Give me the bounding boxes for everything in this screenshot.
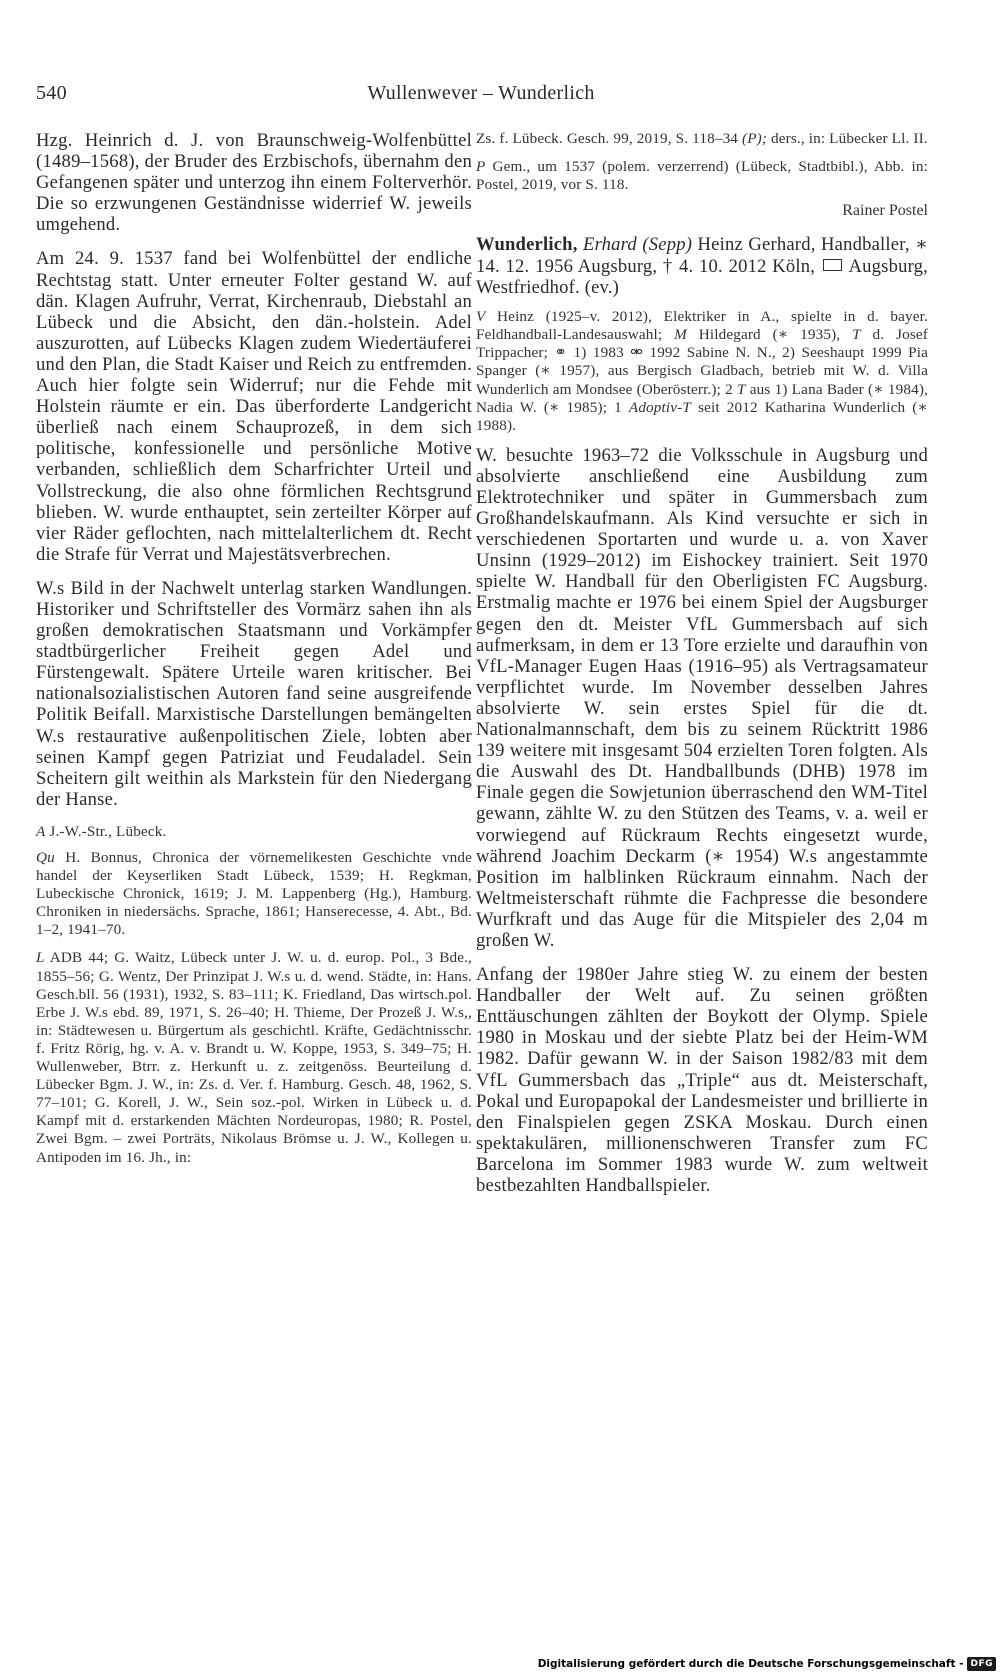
- father-label: V: [476, 308, 486, 326]
- mother-text: Hildegard (∗ 1935),: [686, 326, 853, 344]
- adoptive-text: seit 2012 Katharina Wunderlich (∗ 1988).: [476, 398, 928, 434]
- literature-cont-text: Zs. f. Lübeck. Gesch. 99, 2019, S. 118–34: [476, 130, 742, 147]
- entry-heading: [476, 234, 928, 298]
- running-title: Wullenwever – Wunderlich: [367, 82, 595, 104]
- right-column: [476, 130, 928, 1209]
- grave-icon: [823, 259, 842, 271]
- literature-section: [36, 949, 472, 1166]
- biography-paragraph-1: W. besuchte 1963–72 die Volksschule in Augsburg und absolvierte anschließend eine Ausbildung zum Elektrotechniker und später in Gummersbach zum Großhandelskaufmann. Als Kind versuchte er sich in verschiedenen Sportarten und wurde u. a. von Xaver Unsinn (1929–2012) im Eishockey trainiert. Seit 1970 spielte W. Handball für den Oberligisten FC Augsburg. Erstmalig machte er 1976 bei einem Spiel der Augsburger gegen den dt. Meister VfL Gummersbach auf sich aufmerksam, in dem er 13 Tore erzielte und daraufhin von VfL-Manager Eugen Haas (1916–95) als Vertragsamateur verpflichtet wurde. Im November desselben Jahres absolvierte W. sein erstes Spiel für die dt. Nationalmannschaft, dem bis zu seinem Rücktritt 1986 139 weitere mit insgesamt 504 erzielten Toren folgten. Als die Auswahl des Dt. Handballbunds (DHB) 1978 im Finale gegen die Sowjetunion überraschend den WM-Titel gewann, zählte W. zu den Stützen des Teams, v. a. weil er vorwiegend auf Rückraum Rechts eingesetzt wurde, während Joachim Deckarm (∗ 1954) W.s angestammte Position im halblinken Rückraum einnahm. Nach der Weltmeisterschaft rühmte die Fachpresse die besondere Wurfkraft und das Auge für die Mitspieler des 2,04 m großen W.: [476, 444, 928, 951]
- father-text: Heinz (1925–v. 2012), Elektriker in A., spielte in d. bayer. Feldhandball-Landesauswahl;: [476, 308, 928, 344]
- family-section: [476, 308, 928, 435]
- memorial-text: J.-W.-Str., Lübeck.: [45, 822, 167, 840]
- literature-text: ADB 44; G. Waitz, Lübeck unter J. W. u. d. europ. Pol., 3 Bde., 1855–56; G. Wentz, Der Prinzipat J. W.s u. d. wend. Städte, in: Hans. Gesch.bll. 56 (1931), 1932, S. 83–111; K. Friedland, Das wirtsch.pol. Erbe J. W.s ebd. 89, 1971, S. 26–40; H. Thieme, Der Prozeß J. W.s,, in: Städtewesen u. Bürgertum als geschichtl. Kräfte, Gedächtnisschr. f. Fritz Rörig, hg. v. A. v. Brandt u. W. Koppe, 1953, S. 349–75; H. Wullenweber, Btrr. z. Herkunft u. z. zeitgenöss. Beurteilung d. Lübecker Bgm. J. W., in: Zs. d. Ver. f. Hamburg. Gesch. 48, 1962, S. 77–101; G. Korell, J. W., Sein soz.-pol. Wirken in Lübeck u. d. Kampf mit d. erstarkenden Mächten Nordeuropas, 1980; R. Postel, Zwei Bgm. – zwei Porträts, Nikolaus Brömse u. J. W., Kollegen u. Antipoden im 16. Jh., in:: [36, 949, 472, 1166]
- left-column: [36, 130, 472, 1177]
- memorial-section: [36, 823, 472, 841]
- page-number: 540: [36, 82, 67, 104]
- article-author: Rainer Postel: [842, 202, 928, 220]
- children-label: T: [737, 380, 746, 398]
- entry-burial: Augsburg, Westfriedhof. (ev.): [476, 255, 928, 298]
- adoptive-label: Adoptiv-T: [628, 398, 691, 416]
- entry-details: Heinz Gerhard, Handballer, ∗ 14. 12. 1956 Augsburg, † 4. 10. 2012 Köln,: [476, 234, 928, 277]
- paragraph-3: W.s Bild in der Nachwelt unterlag starken Wandlungen. Historiker und Schriftsteller des Vormärz sahen ihn als großen demokratischen Staatsmann und Vorkämpfer stadtbürgerlicher Freiheit gegen Adel und Fürstengewalt. Spätere Urteile waren kritischer. Bei nationalsozialistischen Autoren fand seine ausgreifende Politik Beifall. Marxistische Darstellungen bemängelten W.s restaurative außenpolitischen Ziele, lobten aber seinen Kampf gegen Patriziat und Feudaladel. Sein Scheitern gilt weithin als Markstein für den Niedergang der Hanse.: [36, 577, 472, 810]
- marriage-text: d. Josef Trippacher; ⚭ 1) 1983 ⚮ 1992 Sabine N. N., 2) Seeshaupt 1999 Pia Spanger (∗ 1957), aus Bergisch Gladbach, betrieb mit W. d. Villa Wunderlich am Mondsee (Oberösterr.); 2: [476, 326, 928, 398]
- literature-continued: [476, 130, 928, 148]
- portrait-section: [476, 158, 928, 194]
- footer: [538, 1657, 996, 1671]
- memorial-label: A: [36, 822, 46, 840]
- literature-label: L: [36, 949, 45, 967]
- page-header: [36, 82, 926, 108]
- entry-given-names: Erhard (Sepp): [583, 234, 693, 256]
- daughter-label: T: [852, 326, 861, 344]
- paragraph-1: Hzg. Heinrich d. J. von Braunschweig-Wolfenbüttel (1489–1568), der Bruder des Erzbischofs, übernahm den Gefangenen später und unterzog ihn einem Folterverhör. Die so erzwungenen Geständnisse widerrief W. jeweils umgehend.: [36, 130, 472, 236]
- dfg-logo: DFG: [967, 1657, 996, 1671]
- entry-surname: Wunderlich,: [476, 234, 578, 256]
- sources-label: Qu: [36, 849, 55, 866]
- portrait-ref: (P);: [742, 130, 768, 147]
- literature-cont-text-2: ders., in: Lübecker Ll. II.: [767, 130, 928, 147]
- portrait-text: Gem., um 1537 (polem. verzerrend) (Lübeck, Stadtbibl.), Abb. in: Postel, 2019, vor S. 118.: [476, 158, 928, 194]
- children-text: aus 1) Lana Bader (∗ 1984), Nadia W. (∗ 1985); 1: [476, 380, 928, 416]
- sources-section: [36, 849, 472, 939]
- footer-text: Digitalisierung gefördert durch die Deutsche Forschungsgemeinschaft -: [537, 1658, 964, 1670]
- sources-text: H. Bonnus, Chronica der vörnemelikesten Geschichte vnde handel der Keyserliken Stadt Lübeck, 1539; H. Regkman, Lubeckische Chronick, 1619; J. M. Lappenberg (Hg.), Hamburg. Chroniken in niedersächs. Sprache, 1861; Hanserecesse, 4. Abt., Bd. 1–2, 1941–70.: [36, 849, 472, 939]
- portrait-label: P: [476, 158, 486, 176]
- biography-paragraph-2: Anfang der 1980er Jahre stieg W. zu einem der besten Handballer der Welt auf. Zu seinen größten Enttäuschungen zählten der Boykott der Olymp. Spiele 1980 in Moskau und der siebte Platz bei der Heim-WM 1982. Dafür gewann W. in der Saison 1982/83 mit dem VfL Gummersbach das „Triple“ aus dt. Meisterschaft, Pokal und Europapokal der Landesmeister und brillierte in den Finalspielen gegen ZSKA Moskau. Durch einen spektakulären, millionenschweren Transfer zum FC Barcelona im Sommer 1983 wurde W. zum weltweit bestbezahlten Handballspieler.: [476, 964, 928, 1197]
- paragraph-2: Am 24. 9. 1537 fand bei Wolfenbüttel der endliche Rechtstag statt. Unter erneuter Folter gestand W. auf dän. Klagen Aufruhr, Verrat, Kirchenraub, Diebstahl an Lübeck und die Absicht, den dän.-holstein. Adel auszurotten, auf Lübecks Klagen zudem Wiedertäuferei und den Plan, die Stadt Kaiser und Reich zu entfremden. Auch hier folgte sein Widerruf; nur die Fehde mit Holstein räumte er ein. Das überforderte Landgericht überließ nach einem Schauprozeß, in dem sich politische, konfessionelle und persönliche Motive verbanden, schließlich dem Scharfrichter Urteil und Vollstreckung, die also ohne förmlichen Rechtsgrund blieben. W. wurde enthauptet, sein zerteilter Körper auf vier Räder geflochten, nach mittelalterlichem dt. Recht die Strafe für Verrat und Majestätsverbrechen.: [36, 248, 472, 565]
- mother-label: M: [674, 326, 687, 344]
